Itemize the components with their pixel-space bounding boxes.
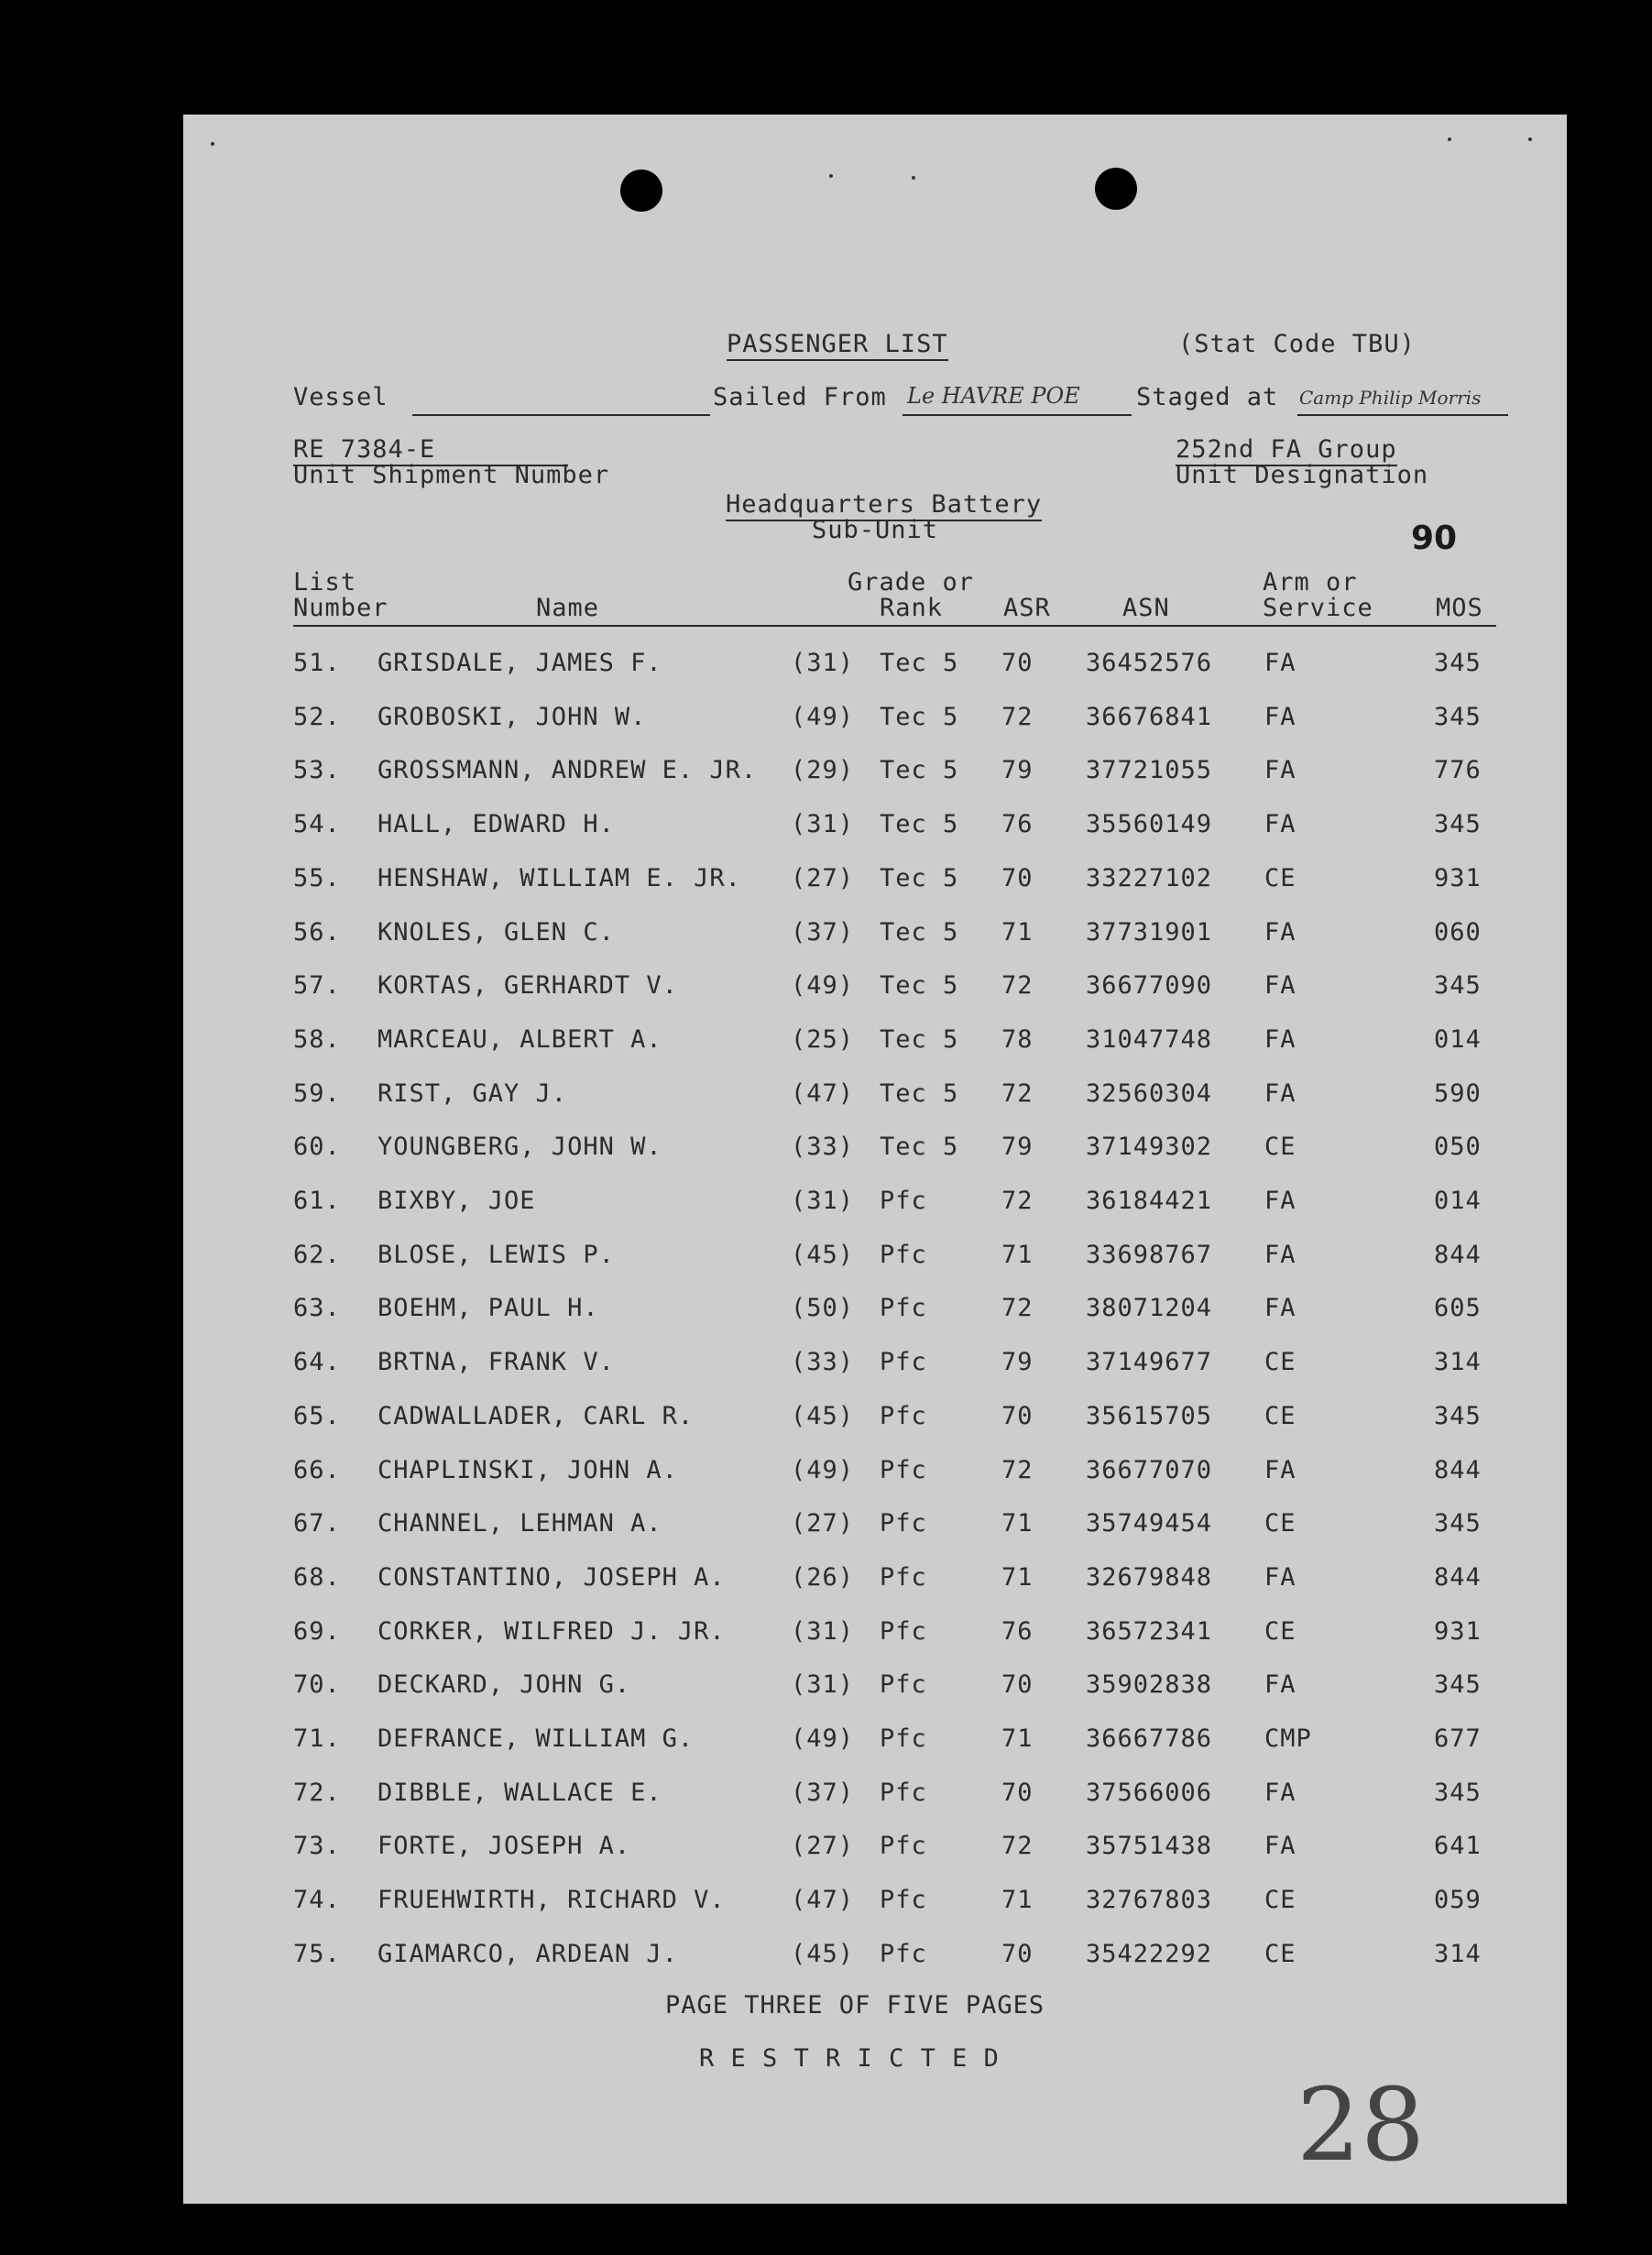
passenger-name: BLOSE, LEWIS P.: [377, 1240, 615, 1269]
passenger-name: KNOLES, GLEN C.: [377, 917, 615, 947]
asr: 72: [1001, 1294, 1034, 1323]
passenger-name: CADWALLADER, CARL R.: [377, 1401, 695, 1430]
asr: 72: [1001, 971, 1034, 1001]
mos: 844: [1434, 1455, 1482, 1484]
mos: 345: [1434, 1509, 1482, 1538]
passenger-name: CHAPLINSKI, JOHN A.: [377, 1455, 678, 1484]
asn: 36572341: [1086, 1616, 1213, 1646]
rank: Tec 5: [880, 917, 959, 947]
asr: 71: [1001, 1562, 1034, 1592]
rank: Pfc: [880, 1240, 927, 1269]
passenger-name: HENSHAW, WILLIAM E. JR.: [377, 863, 741, 892]
grade-code: (31): [791, 649, 855, 677]
grade-code: (25): [791, 1024, 855, 1054]
asn: 33698767: [1086, 1240, 1213, 1269]
list-number: 56.: [293, 917, 341, 947]
staged-at-label: Staged at: [1136, 383, 1279, 411]
asr: 71: [1001, 1509, 1034, 1538]
arm-or-service: FA: [1264, 1670, 1296, 1700]
col-asr: ASR: [1003, 594, 1051, 622]
arm-or-service: FA: [1264, 702, 1296, 731]
mos: 314: [1434, 1348, 1482, 1377]
arm-or-service: FA: [1264, 1240, 1296, 1269]
passenger-name: FORTE, JOSEPH A.: [377, 1832, 631, 1861]
list-number: 57.: [293, 971, 341, 1001]
list-number: 61.: [293, 1187, 341, 1215]
grade-code: (50): [791, 1294, 855, 1323]
mos: 844: [1434, 1240, 1482, 1269]
grade-code: (29): [791, 756, 855, 785]
list-number: 60.: [293, 1133, 341, 1162]
table-row: [183, 1187, 1567, 1223]
arm-or-service: FA: [1264, 1024, 1296, 1054]
list-number: 72.: [293, 1778, 341, 1807]
speck: [912, 176, 915, 180]
passenger-name: DIBBLE, WALLACE E.: [377, 1778, 662, 1807]
arm-or-service: FA: [1264, 810, 1296, 839]
arm-or-service: FA: [1264, 1455, 1296, 1484]
arm-or-service: CE: [1264, 1509, 1296, 1538]
vessel-label: Vessel: [293, 383, 388, 411]
arm-or-service: FA: [1264, 1832, 1296, 1861]
grade-code: (33): [791, 1348, 855, 1377]
table-row: [183, 1940, 1567, 1976]
shipment-number: RE 7384-E: [293, 435, 568, 466]
table-row: [183, 1779, 1567, 1815]
mos: 776: [1434, 756, 1482, 785]
asr: 70: [1001, 1939, 1034, 1968]
mos: 345: [1434, 649, 1482, 677]
mos: 931: [1434, 1616, 1482, 1646]
table-row: [183, 864, 1567, 901]
passenger-name: KORTAS, GERHARDT V.: [377, 971, 678, 1001]
asr: 79: [1001, 756, 1034, 785]
list-number: 64.: [293, 1348, 341, 1377]
grade-code: (45): [791, 1401, 855, 1430]
asn: 36677070: [1086, 1455, 1213, 1484]
grade-code: (27): [791, 863, 855, 892]
speck: [1448, 137, 1451, 141]
rank: Tec 5: [880, 756, 959, 785]
rank: Tec 5: [880, 1024, 959, 1054]
arm-or-service: CMP: [1264, 1724, 1312, 1753]
record-count: 90: [1411, 520, 1458, 557]
table-row: [183, 810, 1567, 847]
speck: [211, 142, 214, 146]
list-number: 62.: [293, 1240, 341, 1269]
mos: 605: [1434, 1294, 1482, 1323]
asr: 70: [1001, 1401, 1034, 1430]
asn: 37721055: [1086, 756, 1213, 785]
asr: 72: [1001, 1078, 1034, 1108]
asn: 33227102: [1086, 863, 1213, 892]
speck: [829, 174, 833, 178]
list-number: 54.: [293, 810, 341, 839]
unit-designation: 252nd FA Group: [1176, 435, 1397, 466]
grade-code: (49): [791, 971, 855, 1001]
passenger-name: MARCEAU, ALBERT A.: [377, 1024, 662, 1054]
asn: 35615705: [1086, 1401, 1213, 1430]
passenger-name: GIAMARCO, ARDEAN J.: [377, 1939, 678, 1968]
mos: 059: [1434, 1886, 1482, 1915]
list-number: 75.: [293, 1939, 341, 1968]
asr: 72: [1001, 1187, 1034, 1215]
arm-or-service: CE: [1264, 863, 1296, 892]
list-number: 58.: [293, 1024, 341, 1054]
mos: 345: [1434, 971, 1482, 1001]
passenger-name: BOEHM, PAUL H.: [377, 1294, 599, 1323]
asr: 76: [1001, 1616, 1034, 1646]
asr: 70: [1001, 863, 1034, 892]
speck: [1528, 137, 1532, 141]
handwritten-page-number: 28: [1296, 2066, 1425, 2184]
grade-code: (47): [791, 1886, 855, 1915]
col-grade-1: Grade or: [848, 568, 975, 597]
arm-or-service: CE: [1264, 1616, 1296, 1646]
asr: 72: [1001, 1832, 1034, 1861]
asr: 70: [1001, 1670, 1034, 1700]
mos: 345: [1434, 1670, 1482, 1700]
list-number: 65.: [293, 1401, 341, 1430]
grade-code: (33): [791, 1133, 855, 1162]
rank: Pfc: [880, 1832, 927, 1861]
table-row: [183, 1670, 1567, 1707]
table-row: [183, 1724, 1567, 1761]
page-footer: PAGE THREE OF FIVE PAGES: [665, 1991, 1045, 2020]
grade-code: (31): [791, 1670, 855, 1700]
passenger-name: CHANNEL, LEHMAN A.: [377, 1509, 662, 1538]
grade-code: (31): [791, 810, 855, 839]
table-row: [183, 971, 1567, 1008]
col-list-1: List: [293, 568, 357, 597]
vessel-blank: [412, 414, 710, 416]
shipment-label: Unit Shipment Number: [293, 461, 610, 489]
col-name: Name: [536, 594, 600, 622]
asn: 36677090: [1086, 971, 1213, 1001]
asr: 71: [1001, 1886, 1034, 1915]
list-number: 52.: [293, 702, 341, 731]
table-row: [183, 1294, 1567, 1330]
col-arm-2: Service: [1263, 594, 1373, 622]
grade-code: (27): [791, 1832, 855, 1861]
grade-code: (27): [791, 1509, 855, 1538]
document-page: [183, 115, 1567, 2204]
rank: Tec 5: [880, 971, 959, 1001]
sailed-from-value: Le HAVRE POE: [907, 383, 1080, 409]
col-grade-2: Rank: [880, 594, 944, 622]
col-mos: MOS: [1436, 594, 1483, 622]
mos: 345: [1434, 702, 1482, 731]
asn: 32767803: [1086, 1886, 1213, 1915]
table-row: [183, 1617, 1567, 1654]
mos: 314: [1434, 1939, 1482, 1968]
arm-or-service: CE: [1264, 1348, 1296, 1377]
rank: Pfc: [880, 1509, 927, 1538]
mos: 590: [1434, 1078, 1482, 1108]
arm-or-service: CE: [1264, 1133, 1296, 1162]
grade-code: (31): [791, 1616, 855, 1646]
list-number: 71.: [293, 1724, 341, 1753]
list-number: 69.: [293, 1616, 341, 1646]
asr: 71: [1001, 1240, 1034, 1269]
rank: Pfc: [880, 1348, 927, 1377]
grade-code: (45): [791, 1939, 855, 1968]
list-number: 74.: [293, 1886, 341, 1915]
asr: 71: [1001, 1724, 1034, 1753]
arm-or-service: FA: [1264, 649, 1296, 677]
mos: 050: [1434, 1133, 1482, 1162]
asn: 35749454: [1086, 1509, 1213, 1538]
grade-code: (47): [791, 1078, 855, 1108]
grade-code: (37): [791, 917, 855, 947]
sailed-from-label: Sailed From: [713, 383, 887, 411]
table-row: [183, 1241, 1567, 1277]
mos: 060: [1434, 917, 1482, 947]
list-number: 59.: [293, 1078, 341, 1108]
rank: Pfc: [880, 1939, 927, 1968]
asn: 32560304: [1086, 1078, 1213, 1108]
grade-code: (37): [791, 1778, 855, 1807]
col-arm-1: Arm or: [1263, 568, 1358, 597]
rank: Tec 5: [880, 863, 959, 892]
arm-or-service: CE: [1264, 1886, 1296, 1915]
punch-hole-right: [1095, 168, 1137, 210]
passenger-name: GRISDALE, JAMES F.: [377, 649, 662, 677]
asn: 35751438: [1086, 1832, 1213, 1861]
rank: Tec 5: [880, 1133, 959, 1162]
asn: 37731901: [1086, 917, 1213, 947]
arm-or-service: CE: [1264, 1401, 1296, 1430]
asn: 31047748: [1086, 1024, 1213, 1054]
table-row: [183, 1563, 1567, 1600]
table-row: [183, 1079, 1567, 1116]
arm-or-service: FA: [1264, 756, 1296, 785]
grade-code: (49): [791, 702, 855, 731]
passenger-name: YOUNGBERG, JOHN W.: [377, 1133, 662, 1162]
asn: 36667786: [1086, 1724, 1213, 1753]
list-number: 51.: [293, 649, 341, 677]
rank: Tec 5: [880, 702, 959, 731]
passenger-name: DECKARD, JOHN G.: [377, 1670, 631, 1700]
mos: 345: [1434, 1778, 1482, 1807]
passenger-name: CONSTANTINO, JOSEPH A.: [377, 1562, 726, 1592]
table-row: [183, 703, 1567, 739]
asr: 72: [1001, 1455, 1034, 1484]
list-number: 55.: [293, 863, 341, 892]
passenger-name: DEFRANCE, WILLIAM G.: [377, 1724, 695, 1753]
rank: Pfc: [880, 1616, 927, 1646]
list-number: 66.: [293, 1455, 341, 1484]
list-number: 53.: [293, 756, 341, 785]
list-number: 70.: [293, 1670, 341, 1700]
table-row: [183, 1509, 1567, 1546]
asr: 78: [1001, 1024, 1034, 1054]
asr: 70: [1001, 649, 1034, 677]
mos: 677: [1434, 1724, 1482, 1753]
staged-at-blank: [1297, 414, 1508, 416]
table-row: [183, 918, 1567, 955]
list-number: 68.: [293, 1562, 341, 1592]
rank: Tec 5: [880, 810, 959, 839]
arm-or-service: FA: [1264, 1187, 1296, 1215]
mos: 345: [1434, 810, 1482, 839]
asn: 35902838: [1086, 1670, 1213, 1700]
asn: 37149677: [1086, 1348, 1213, 1377]
staged-at-value: Camp Philip Morris: [1299, 387, 1482, 409]
mos: 641: [1434, 1832, 1482, 1861]
mos: 014: [1434, 1187, 1482, 1215]
asr: 79: [1001, 1133, 1034, 1162]
table-row: [183, 1832, 1567, 1868]
rank: Pfc: [880, 1724, 927, 1753]
arm-or-service: FA: [1264, 1562, 1296, 1592]
arm-or-service: FA: [1264, 1778, 1296, 1807]
asr: 79: [1001, 1348, 1034, 1377]
punch-hole-left: [620, 170, 662, 212]
list-number: 67.: [293, 1509, 341, 1538]
arm-or-service: FA: [1264, 1294, 1296, 1323]
asr: 71: [1001, 917, 1034, 947]
rank: Pfc: [880, 1187, 927, 1215]
mos: 345: [1434, 1401, 1482, 1430]
list-number: 63.: [293, 1294, 341, 1323]
rank: Tec 5: [880, 1078, 959, 1108]
grade-code: (49): [791, 1724, 855, 1753]
asn: 36452576: [1086, 649, 1213, 677]
passenger-name: FRUEHWIRTH, RICHARD V.: [377, 1886, 726, 1915]
mos: 931: [1434, 863, 1482, 892]
header-rule: [293, 625, 1496, 627]
col-list-2: Number: [293, 594, 388, 622]
table-row: [183, 1456, 1567, 1493]
table-row: [183, 1025, 1567, 1062]
passenger-name: RIST, GAY J.: [377, 1078, 568, 1108]
grade-code: (45): [791, 1240, 855, 1269]
table-row: [183, 756, 1567, 793]
asn: 36184421: [1086, 1187, 1213, 1215]
asn: 37149302: [1086, 1133, 1213, 1162]
passenger-name: CORKER, WILFRED J. JR.: [377, 1616, 726, 1646]
asn: 35422292: [1086, 1939, 1213, 1968]
asr: 70: [1001, 1778, 1034, 1807]
passenger-name: BRTNA, FRANK V.: [377, 1348, 615, 1377]
rank: Pfc: [880, 1401, 927, 1430]
unit-designation-label: Unit Designation: [1176, 461, 1429, 489]
list-number: 73.: [293, 1832, 341, 1861]
arm-or-service: FA: [1264, 1078, 1296, 1108]
mos: 014: [1434, 1024, 1482, 1054]
rank: Pfc: [880, 1778, 927, 1807]
stat-code: (Stat Code TBU): [1178, 330, 1416, 358]
mos: 844: [1434, 1562, 1482, 1592]
asn: 36676841: [1086, 702, 1213, 731]
table-row: [183, 649, 1567, 685]
passenger-name: GROBOSKI, JOHN W.: [377, 702, 647, 731]
table-row: [183, 1133, 1567, 1169]
asn: 38071204: [1086, 1294, 1213, 1323]
sailed-from-blank: [903, 414, 1132, 416]
rank: Tec 5: [880, 649, 959, 677]
passenger-name: HALL, EDWARD H.: [377, 810, 615, 839]
rank: Pfc: [880, 1562, 927, 1592]
arm-or-service: FA: [1264, 971, 1296, 1001]
table-row: [183, 1886, 1567, 1922]
table-row: [183, 1348, 1567, 1385]
arm-or-service: CE: [1264, 1939, 1296, 1968]
restricted-stamp: R E S T R I C T E D: [699, 2044, 1000, 2073]
rank: Pfc: [880, 1886, 927, 1915]
grade-code: (26): [791, 1562, 855, 1592]
asn: 37566006: [1086, 1778, 1213, 1807]
asn: 35560149: [1086, 810, 1213, 839]
passenger-name: BIXBY, JOE: [377, 1187, 536, 1215]
sub-unit-label: Sub-Unit: [812, 516, 939, 544]
page-title: PASSENGER LIST: [727, 330, 948, 361]
rank: Pfc: [880, 1455, 927, 1484]
table-row: [183, 1402, 1567, 1439]
asr: 72: [1001, 702, 1034, 731]
arm-or-service: FA: [1264, 917, 1296, 947]
col-asn: ASN: [1122, 594, 1170, 622]
rank: Pfc: [880, 1294, 927, 1323]
asr: 76: [1001, 810, 1034, 839]
sub-unit: Headquarters Battery: [726, 490, 1042, 521]
grade-code: (49): [791, 1455, 855, 1484]
grade-code: (31): [791, 1187, 855, 1215]
asn: 32679848: [1086, 1562, 1213, 1592]
passenger-name: GROSSMANN, ANDREW E. JR.: [377, 756, 758, 785]
rank: Pfc: [880, 1670, 927, 1700]
